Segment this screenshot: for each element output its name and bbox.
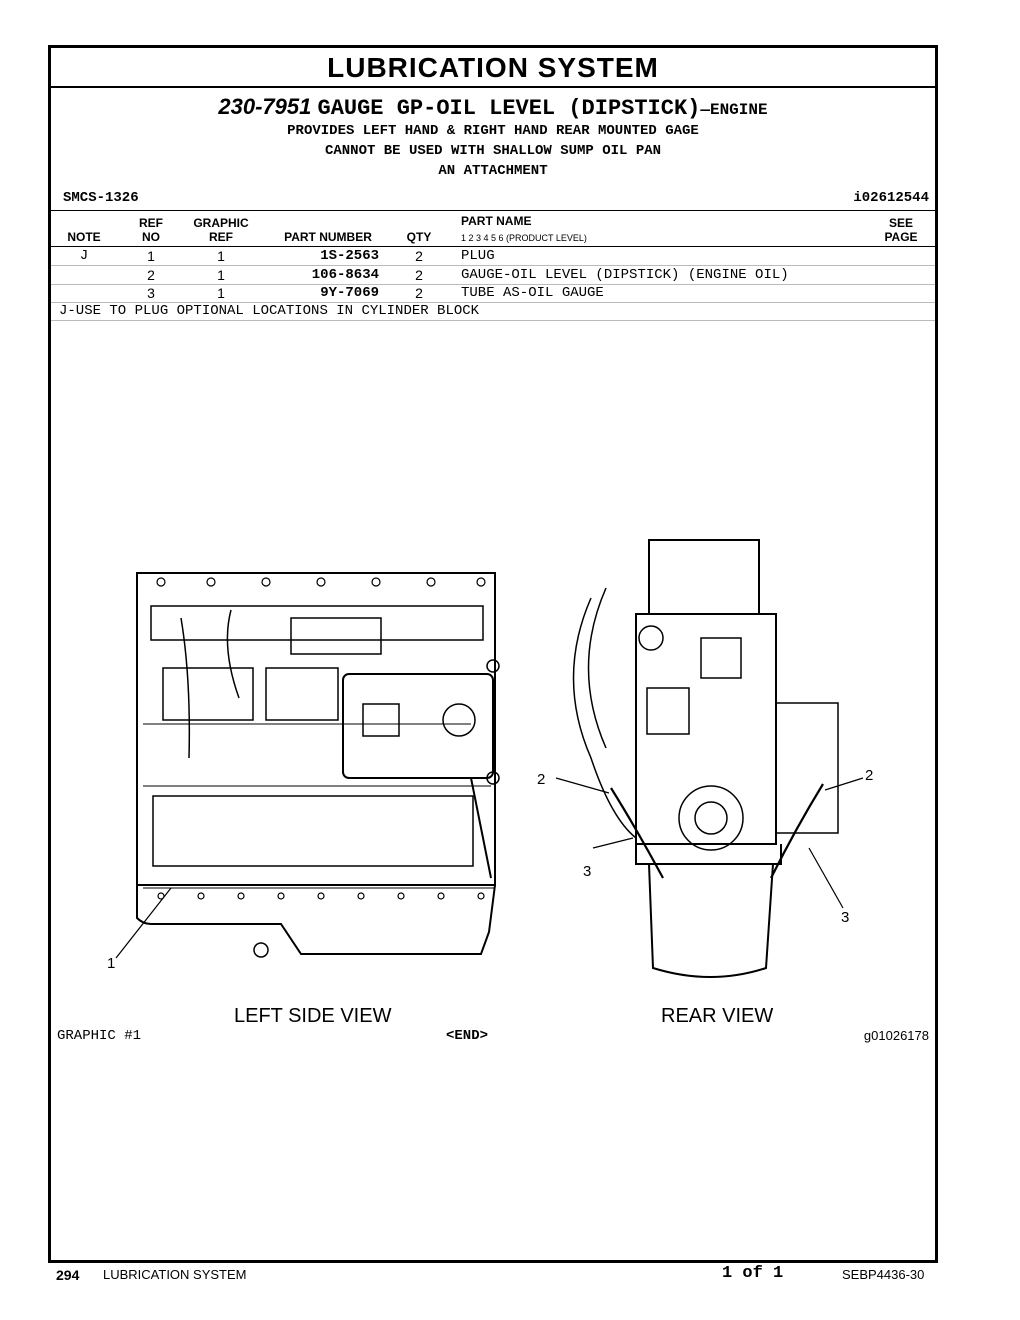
group-name: GAUGE GP-OIL LEVEL (DIPSTICK) (317, 96, 701, 121)
row-graphic: 1 (217, 267, 225, 283)
row-graphic: 1 (217, 285, 225, 301)
left-side-view (116, 573, 499, 958)
col-graphic-top: GRAPHIC (193, 216, 249, 230)
table-header-rule (51, 246, 935, 247)
group-suffix: —ENGINE (700, 101, 768, 119)
illustration-id: i02612544 (853, 190, 929, 206)
row-qty: 2 (415, 285, 423, 301)
group-line-1: PROVIDES LEFT HAND & RIGHT HAND REAR MOUNTED GAGE (287, 123, 699, 139)
row-divider (51, 320, 935, 321)
page-title: LUBRICATION SYSTEM (51, 48, 935, 88)
left-view-caption: LEFT SIDE VIEW (234, 1005, 392, 1027)
col-note: NOTE (67, 230, 101, 244)
callout-3-right: 3 (841, 909, 850, 926)
rear-view-caption: REAR VIEW (661, 1005, 774, 1027)
row-qty: 2 (415, 248, 423, 264)
page-count: 1 of 1 (722, 1264, 784, 1283)
page-frame (48, 45, 938, 1263)
callout-1-left: 1 (107, 955, 116, 972)
row-part-number: 1S-2563 (320, 248, 379, 264)
row-part-number: 106-8634 (311, 267, 379, 283)
col-ref-top: REF (139, 216, 163, 230)
col-qty: QTY (406, 230, 432, 244)
col-product-level: 1 2 3 4 5 6 (PRODUCT LEVEL) (461, 233, 587, 243)
callout-2-right: 2 (865, 767, 874, 784)
row-graphic: 1 (217, 248, 225, 264)
doc-id: SEBP4436-30 (842, 1267, 925, 1282)
row-ref: 2 (147, 267, 155, 283)
group-line-3: AN ATTACHMENT (438, 163, 548, 179)
graphic-id: g01026178 (863, 1028, 929, 1043)
end-label: <END> (446, 1028, 489, 1044)
page-number: 294 (56, 1267, 80, 1283)
row-qty: 2 (415, 267, 423, 283)
footnote: J-USE TO PLUG OPTIONAL LOCATIONS IN CYLINDER BLOCK (59, 303, 480, 319)
row-name: PLUG (461, 248, 495, 264)
row-ref: 3 (147, 285, 155, 301)
row-ref: 1 (147, 248, 155, 264)
col-ref-bottom: NO (142, 230, 160, 244)
row-name: GAUGE-OIL LEVEL (DIPSTICK) (ENGINE OIL) (461, 267, 789, 283)
group-title (51, 94, 935, 121)
row-part-number: 9Y-7069 (320, 285, 379, 301)
row-note: J (79, 248, 89, 264)
group-line-2: CANNOT BE USED WITH SHALLOW SUMP OIL PAN (324, 143, 662, 159)
graphic-label: GRAPHIC #1 (57, 1028, 142, 1044)
footer-section: LUBRICATION SYSTEM (103, 1267, 247, 1282)
group-part-number: 230-7951 (218, 94, 312, 119)
engine-illustration (51, 528, 935, 1048)
row-name: TUBE AS-OIL GAUGE (461, 285, 604, 301)
callout-2-left: 2 (537, 771, 546, 788)
col-see-bottom: PAGE (884, 230, 918, 244)
row-divider (51, 265, 935, 266)
callout-3-left: 3 (583, 863, 592, 880)
col-part-name: PART NAME (461, 214, 532, 228)
col-graphic-bottom: REF (209, 230, 233, 244)
header-rule (51, 210, 935, 211)
rear-view (556, 540, 863, 977)
col-see-top: SEE (888, 216, 913, 230)
smcs-code: SMCS-1326 (63, 190, 139, 206)
col-part-number: PART NUMBER (284, 230, 372, 244)
